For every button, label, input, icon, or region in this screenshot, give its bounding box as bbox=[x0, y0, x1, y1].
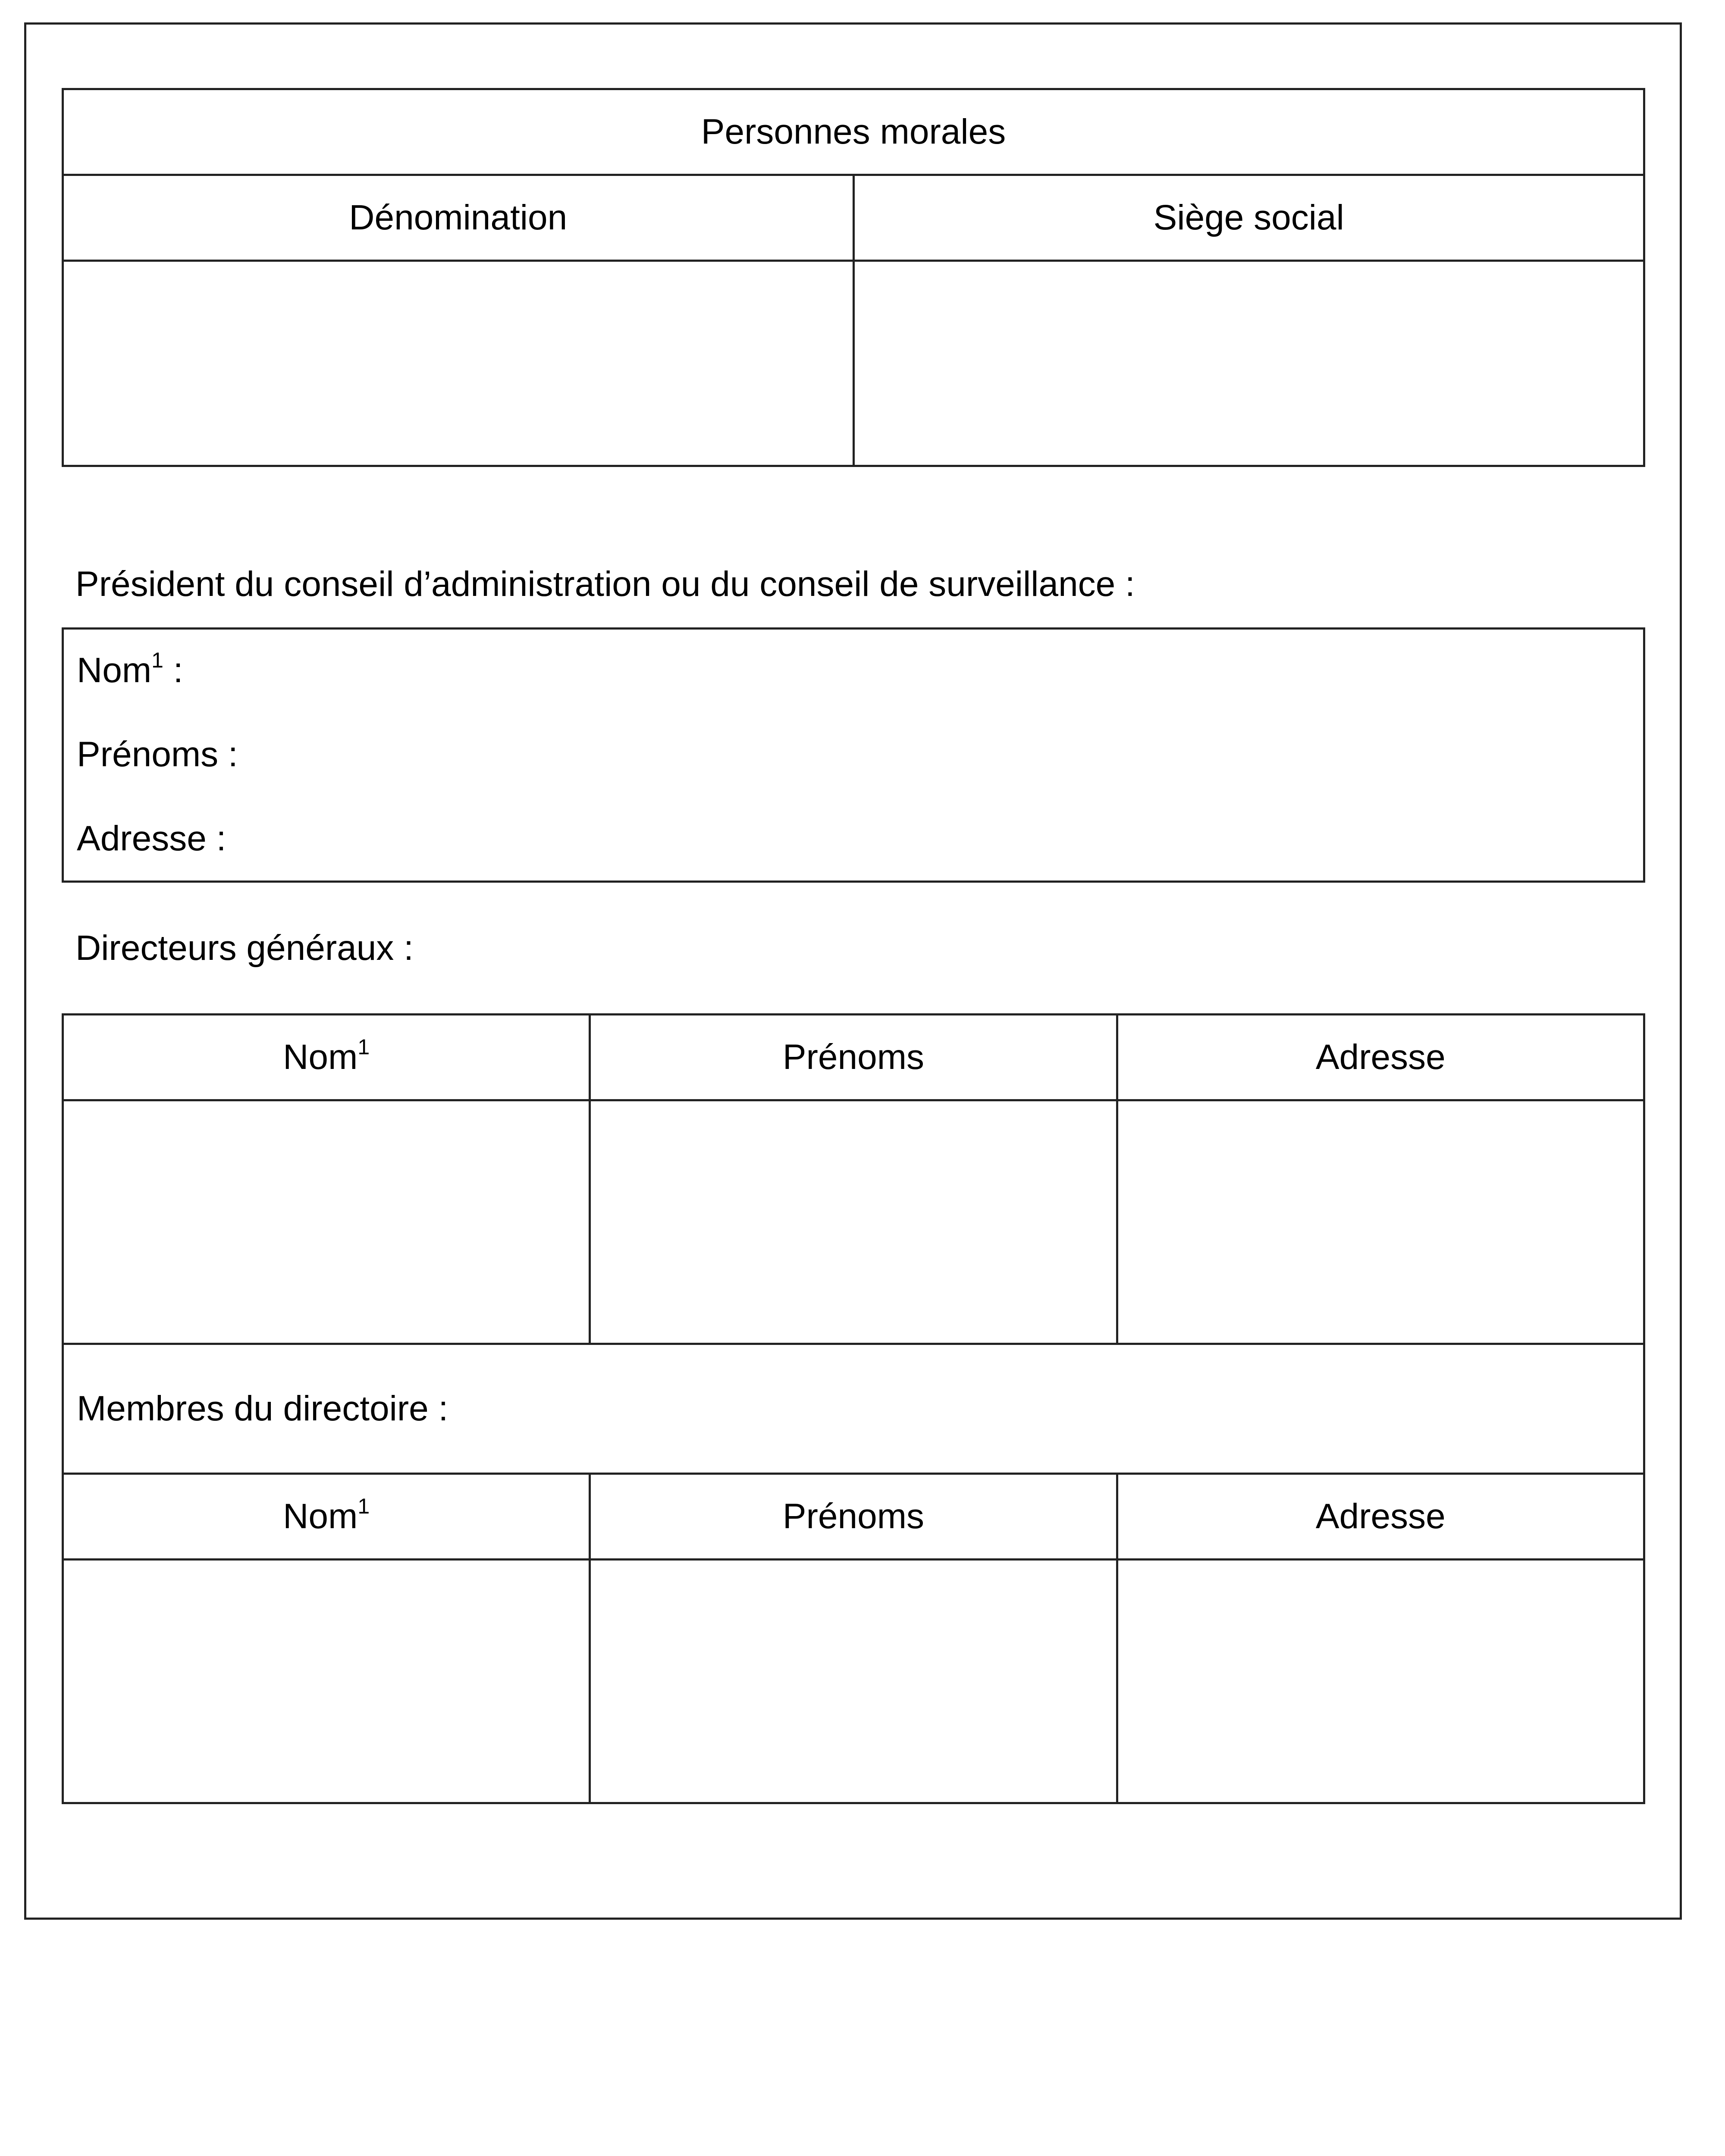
column-header-prenoms: Prénoms bbox=[590, 1474, 1117, 1560]
president-heading: Président du conseil d’administration ou du conseil de surveillance : bbox=[75, 564, 1135, 604]
column-header-siege-social: Siège social bbox=[853, 175, 1644, 261]
footnote-marker: 1 bbox=[358, 1035, 370, 1059]
personnes-morales-table bbox=[62, 88, 1645, 467]
directoire-nom-entry-cell[interactable] bbox=[63, 1560, 590, 1803]
directoire-prenoms-entry-cell[interactable] bbox=[590, 1560, 1117, 1803]
column-header-adresse: Adresse bbox=[1117, 1474, 1644, 1560]
column-header-nom-label: Nom bbox=[283, 1037, 358, 1077]
directeurs-heading: Directeurs généraux : bbox=[75, 928, 414, 968]
siege-social-entry-cell[interactable] bbox=[853, 261, 1644, 466]
footnote-marker: 1 bbox=[358, 1494, 370, 1518]
president-nom-colon: : bbox=[163, 651, 183, 690]
president-nom-field[interactable] bbox=[77, 650, 183, 691]
president-prenoms-field[interactable]: Prénoms : bbox=[77, 735, 238, 774]
denomination-entry-cell[interactable] bbox=[63, 261, 854, 466]
directeur-nom-entry-cell[interactable] bbox=[63, 1100, 590, 1344]
column-header-prenoms: Prénoms bbox=[590, 1015, 1117, 1100]
president-box bbox=[62, 627, 1645, 883]
directoire-heading: Membres du directoire : bbox=[63, 1344, 1644, 1474]
directeur-adresse-entry-cell[interactable] bbox=[1117, 1100, 1644, 1344]
column-header-adresse: Adresse bbox=[1117, 1015, 1644, 1100]
president-nom-label: Nom bbox=[77, 651, 152, 690]
directoire-adresse-entry-cell[interactable] bbox=[1117, 1560, 1644, 1803]
column-header-nom bbox=[63, 1015, 590, 1100]
personnes-morales-title: Personnes morales bbox=[63, 89, 1644, 175]
footnote-marker: 1 bbox=[151, 648, 163, 672]
directeur-prenoms-entry-cell[interactable] bbox=[590, 1100, 1117, 1344]
column-header-denomination: Dénomination bbox=[63, 175, 854, 261]
president-adresse-field[interactable]: Adresse : bbox=[77, 819, 226, 858]
directeurs-table bbox=[62, 1013, 1645, 1804]
column-header-nom-label: Nom bbox=[283, 1497, 358, 1536]
column-header-nom bbox=[63, 1474, 590, 1560]
